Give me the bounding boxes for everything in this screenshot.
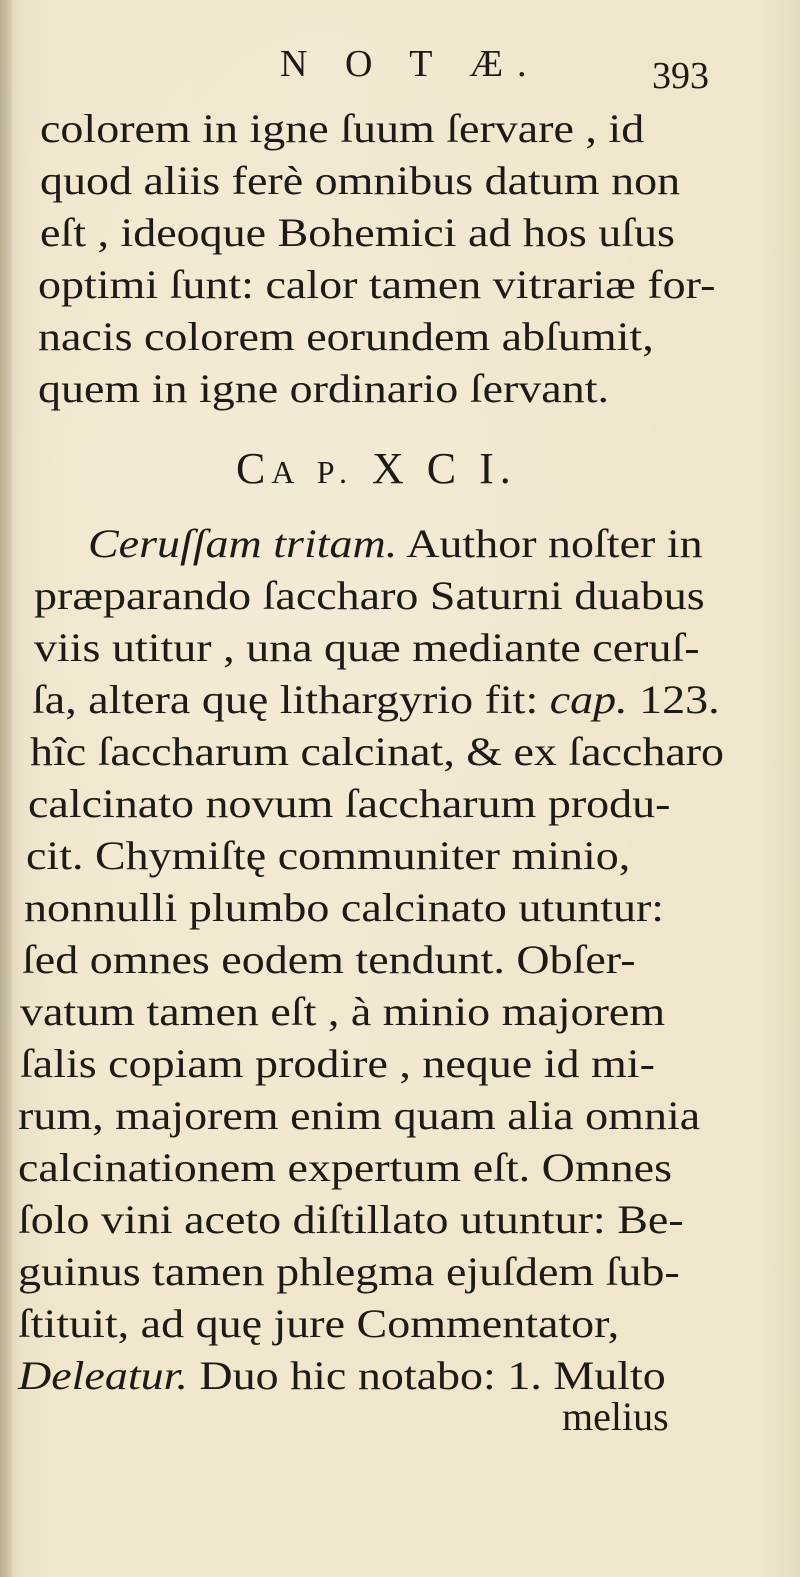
text-line (30, 726, 724, 778)
italic-segment: Ceruſſam tritam. (88, 521, 398, 566)
text-segment: optimi ſunt: calor tamen vitrariæ for- (38, 262, 716, 307)
text-line (40, 155, 680, 207)
text-segment: colorem in igne ſuum ſervare , id (40, 106, 645, 151)
text-line (38, 259, 715, 311)
italic-segment: cap. (549, 677, 628, 722)
running-title: N O T Æ. (280, 43, 541, 85)
text-segment: viis utitur , una quæ mediante ceruſ- (34, 625, 700, 670)
text-line (26, 830, 630, 882)
text-line (40, 207, 675, 259)
text-line (32, 674, 720, 726)
text-segment: ſed omnes eodem tendunt. Obſer- (22, 937, 636, 982)
text-line (18, 1194, 684, 1246)
text-segment: guinus tamen phlegma ejuſdem ſub- (18, 1249, 680, 1294)
text-segment: ſa, altera quę lithargyrio fit: (32, 677, 550, 722)
heading-small-caps: A P. (271, 454, 355, 490)
text-line (18, 1142, 672, 1194)
heading-initial: C (236, 444, 272, 493)
text-segment: rum, majorem enim quam alia omnia (18, 1093, 701, 1138)
text-line (18, 1298, 619, 1350)
page-gutter (0, 0, 12, 1577)
text-line (40, 103, 644, 155)
text-segment: ſalis copiam prodire , neque id mi- (20, 1041, 655, 1086)
text-segment: Duo hic notabo: 1. Multo (187, 1353, 666, 1398)
text-line (88, 518, 703, 570)
text-segment: præparando ſaccharo Saturni duabus (34, 573, 705, 618)
text-segment: hîc ſaccharum calcinat, & ex ſaccharo (30, 729, 724, 774)
chapter-heading (236, 443, 517, 494)
page-number: 393 (652, 55, 709, 97)
text-segment: eſt , ideoque Bohemici ad hos uſus (40, 210, 675, 255)
text-segment: ſolo vini aceto diſtillato utuntur: Be- (18, 1197, 684, 1242)
text-segment: nacis colorem eorundem abſumit, (38, 314, 654, 359)
running-head (0, 42, 800, 102)
text-segment: cit. Chymiſtę communiter minio, (26, 833, 631, 878)
heading-numeral: X C I. (371, 444, 517, 493)
text-segment: calcinationem expertum eſt. Omnes (18, 1145, 673, 1190)
text-segment: vatum tamen eſt , à minio majorem (20, 989, 666, 1034)
text-line (20, 1038, 655, 1090)
text-line (24, 882, 664, 934)
text-segment: quem in igne ordinario ſervant. (38, 366, 610, 411)
text-line (28, 778, 670, 830)
text-line (38, 363, 609, 415)
text-segment: calcinato novum ſaccharum produ- (28, 781, 671, 826)
text-segment: ſtituit, ad quę jure Commentator, (18, 1301, 620, 1346)
text-segment: Author noſter in (397, 521, 703, 566)
italic-segment: Deleatur. (18, 1353, 188, 1398)
text-line (20, 986, 665, 1038)
text-line (18, 1090, 700, 1142)
text-segment: 123. (627, 677, 720, 722)
text-line (38, 311, 654, 363)
text-line (34, 570, 705, 622)
text-line (34, 622, 700, 674)
text-segment: nonnulli plumbo calcinato utuntur: (24, 885, 665, 930)
text-line (22, 934, 636, 986)
text-segment: quod aliis ferè omnibus datum non (40, 158, 681, 203)
catchword: melius (562, 1394, 669, 1439)
text-line (18, 1246, 680, 1298)
